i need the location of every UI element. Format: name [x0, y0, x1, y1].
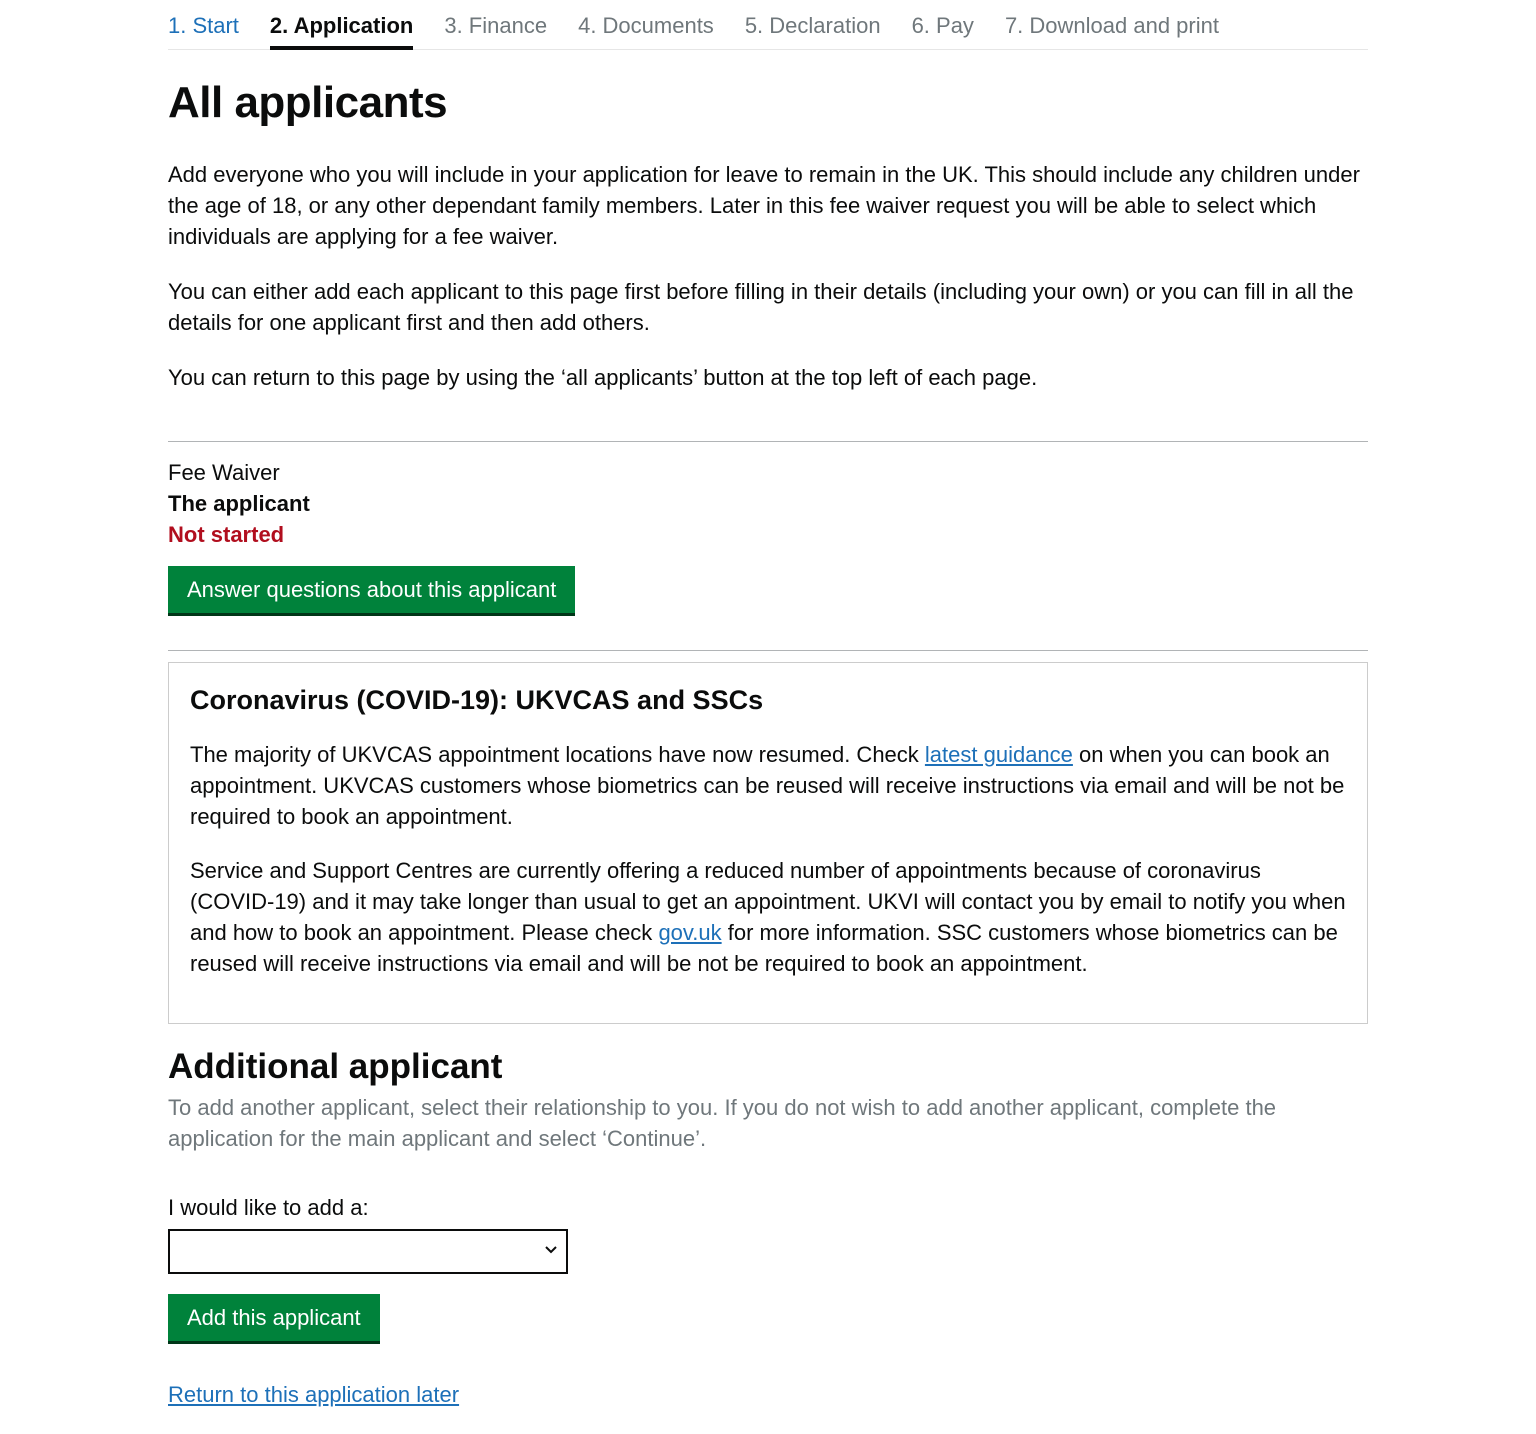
step-declaration: 5. Declaration — [744, 13, 881, 38]
notice-paragraph-ssc — [190, 855, 1346, 979]
notice-text: Service and Support Centres are currently offering a reduced number of appointments because of coronavirus (COVID-19) and it may take longer than usual to get an appointment. UKVI will contact you by email to notify you when and how to book an appointment. Please check — [190, 858, 1346, 945]
page-container — [168, 0, 1368, 1410]
latest-guidance-link[interactable]: latest guidance — [924, 742, 1073, 767]
notice-text: on when you can book an appointment. UKVCAS customers whose biometrics can be reused will receive instructions via email and will be not be required to book an appointment. — [190, 742, 1345, 829]
additional-applicant-heading: Additional applicant — [168, 1047, 503, 1086]
intro-paragraph: Add everyone who you will include in your application for leave to remain in the UK. This should include any children under the age of 18, or any other dependant family members. Later in this fee waiver request you will be able to select which individuals are applying for a fee waiver. — [168, 162, 1360, 249]
notice-text: The majority of UKVCAS appointment locations have now resumed. Check — [190, 742, 925, 767]
step-download-print: 7. Download and print — [1004, 13, 1219, 38]
applicant-status: Not started — [168, 522, 285, 547]
applicant-name: The applicant — [168, 491, 310, 516]
relationship-select-label: I would like to add a: — [168, 1195, 369, 1220]
notice-paragraph-ukvcas — [190, 739, 1346, 832]
notice-text: for more information. SSC customers whose biometrics can be reused will receive instructions via email and will be not be required to book an appointment. — [190, 920, 1338, 976]
step-pay: 6. Pay — [911, 13, 974, 38]
gov-uk-link[interactable]: gov.uk — [658, 920, 722, 945]
divider — [168, 650, 1368, 651]
step-start[interactable]: 1. Start — [168, 13, 239, 38]
intro-text — [168, 159, 1368, 393]
step-finance: 3. Finance — [444, 13, 548, 38]
intro-paragraph: You can either add each applicant to this page first before filling in their details (including your own) or you can fill in all the details for one applicant first and then add others. — [168, 279, 1354, 335]
applicant-summary — [168, 442, 1368, 650]
answer-questions-button[interactable]: Answer questions about this applicant — [168, 566, 575, 613]
step-application: 2. Application — [270, 13, 413, 50]
page-title: All applicants — [168, 78, 448, 127]
notice-title: Coronavirus (COVID-19): UKVCAS and SSCs — [190, 685, 764, 715]
step-documents: 4. Documents — [578, 13, 714, 38]
step-navigation — [168, 0, 1368, 50]
intro-paragraph: You can return to this page by using the ‘all applicants’ button at the top left of each page. — [168, 365, 1038, 390]
chevron-down-icon — [544, 1239, 558, 1261]
add-applicant-button[interactable]: Add this applicant — [168, 1294, 380, 1341]
return-later-link[interactable]: Return to this application later — [168, 1382, 460, 1407]
covid-notice-panel — [168, 662, 1368, 1024]
additional-applicant-hint: To add another applicant, select their relationship to you. If you do not wish to add another applicant, complete the application for the main applicant and select ‘Continue’. — [168, 1095, 1277, 1151]
applicant-type: Fee Waiver — [168, 460, 280, 485]
relationship-select[interactable] — [168, 1229, 568, 1274]
